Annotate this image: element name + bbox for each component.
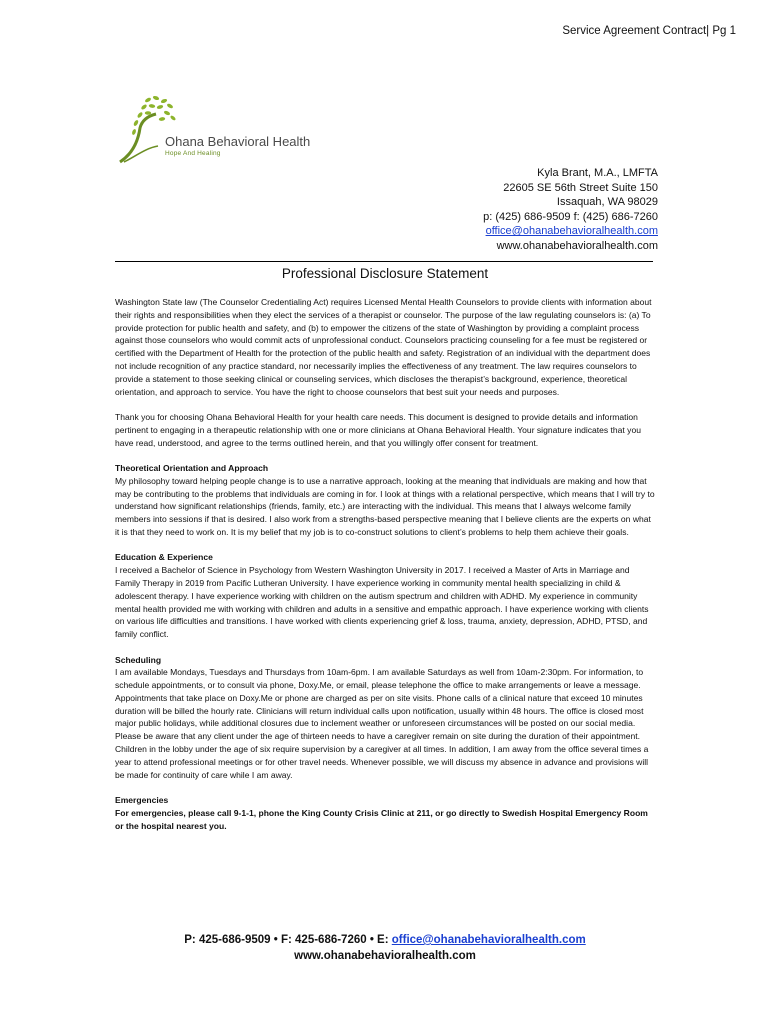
contact-address-line-1: 22605 SE 56th Street Suite 150 (503, 181, 658, 194)
intro-paragraph-2: Thank you for choosing Ohana Behavioral Health for your health care needs. This document is designed to provide details and information pertinent to engaging in a therapeutic relationship with one or more clinicians at Ohana Behavioral Health. Your signature indicates that you have read, understood, and agree to the terms outlined herein, and that you willingly offer consent for treatment. (115, 411, 641, 448)
logo (118, 92, 318, 164)
contact-address-line-2: Issaquah, WA 98029 (556, 196, 658, 209)
section-text-emergencies: For emergencies, please call 9-1-1, phone the King County Crisis Clinic at 211, or go directly to Swedish Hospital Emergency Room or the hospital nearest you. (115, 807, 648, 831)
contact-phone: p: (425) 686-9509 f: (425) 686-7260 (483, 210, 658, 223)
section-heading-theory: Theoretical Orientation and Approach (115, 462, 269, 473)
section-text-education: I received a Bachelor of Science in Psychology from Western Washington University in 2017. I received a Master of Arts in Marriage and Family Therapy in 2019 from Pacific Lutheran University. I have experience working in community mental health specializing in child & adolescent therapy. I have experience working with children on the autism spectrum and children with ADHD. My experience in community mental health provided me with working with children and adults in a sensitive and empathic approach. I have experience working with clients on various life difficulties and transitions. I have worked with clients experiencing grief & loss, trauma, anxiety, depression, ADHD, PTSD, and family conflict. (115, 565, 649, 640)
contact-name: Kyla Brant, M.A., LMFTA (537, 167, 658, 179)
footer-website: www.ohanabehavioralhealth.com (294, 950, 476, 962)
footer-contact-numbers: P: 425-686-9509 • F: 425-686-7260 • E: (184, 934, 392, 946)
footer-email-link[interactable]: office@ohanabehavioralhealth.com (391, 934, 586, 946)
contact-email-link[interactable]: office@ohanabehavioralhealth.com (485, 225, 658, 238)
contact-block (483, 166, 658, 254)
contact-website: www.ohanabehavioralhealth.com (496, 239, 658, 252)
document-title: Professional Disclosure Statement (281, 266, 489, 281)
section-text-theory: My philosophy toward helping people change is to use a narrative approach, looking at the meaning that individuals are making and how that may be contributing to the problems that individuals are coming in for. I look at things with a relational perspective, which means that I will try to understand how significant relationships (friends, family, etc.) are interacting with the individual. This means that I always welcome family members into sessions if that is desired. I also work from a strengths-based perspective meaning that I believe clients are the experts on what it is that they need to work on. It is my belief that my job is to co-construct solutions to client’s problems to help them achieve their goals. (115, 475, 655, 537)
document-body (115, 296, 655, 845)
intro-paragraph-1: Washington State law (The Counselor Credentialing Act) requires Licensed Mental Health Counselors to provide clients with information about their rights and responsibilities when they elect the services of a therapist or counselor. The purpose of the law regulating counselors is: (a) To provide protection for public health and safety, and (b) to empower the citizens of the state of Washington by providing a complaint process against those counselors who would commit acts of unprofessional conduct. Counselors practicing counseling for a fee must be registered or certified with the Department of Health for the protection of the public health and safety. Registration of an individual with the department does not include recognition of any practice standard, nor necessarily implies the effectiveness of any treatment. The law requires counselors to provide a statement to those seeking clinical or counseling services, which discloses the therapist’s background, experience, theoretical orientation, and approach to service. You have the right to choose counselors that best suit your needs and purposes. (115, 297, 652, 397)
page-header: Service Agreement Contract| Pg 1 (562, 25, 736, 37)
section-text-scheduling: I am available Mondays, Tuesdays and Thursdays from 10am-6pm. I am available Saturdays as well from 10am-2:30pm. For information, to schedule appointments, or to consult via phone, Doxy.Me, or email, please telephone the office to make arrangements or leave a message. Appointments that take place on Doxy.Me or phone are charged as per on site visits. Phone calls of a clinical nature that exceed 10 minutes duration will be billed the hourly rate. Clinicians will return individual calls upon notification, usually within 48 hours. The office is closed most major public holidays, while additional closures due to inclement weather or unforeseen circumstances will be posted on our social media. Please be aware that any client under the age of thirteen needs to have a caregiver remain on site during the duration of their appointment. Children in the lobby under the age of six require supervision by a caregiver at all times. In addition, I am away from the office several times a year to attend professional meetings or for other travel needs. Whenever possible, we will discuss my absence in advance and provisions will be made for continuity of care while I am away. (115, 667, 649, 780)
page-footer (0, 932, 770, 964)
section-heading-education: Education & Experience (115, 552, 213, 563)
title-divider (115, 261, 653, 262)
logo-name: Ohana Behavioral Health (165, 134, 311, 149)
logo-tagline: Hope And Healing (165, 150, 221, 157)
section-heading-emergencies: Emergencies (115, 795, 169, 806)
section-heading-scheduling: Scheduling (115, 654, 162, 665)
